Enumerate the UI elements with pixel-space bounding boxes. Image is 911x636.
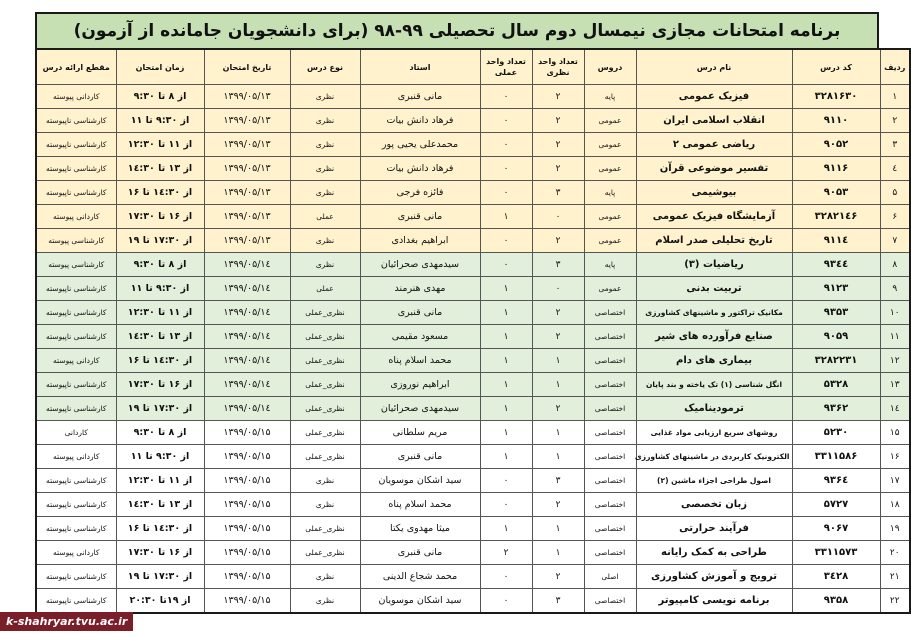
table-row [36, 253, 910, 277]
cell-course-group: اصلی [584, 565, 636, 589]
cell-course-type: نظری_عملی [290, 301, 360, 325]
cell-course-code: ۳۲۸۲۱٤۶ [792, 205, 880, 229]
cell-exam-date: ۱۳۹۹/۰۵/۱۵ [204, 469, 290, 493]
cell-exam-time: از ۱۶ تا ۱۷:۳۰ [116, 541, 204, 565]
cell-exam-date: ۱۳۹۹/۰۵/۱٤ [204, 277, 290, 301]
cell-theory-units: ۲ [532, 301, 584, 325]
cell-course-code: ۳٤۲۸ [792, 565, 880, 589]
cell-theory-units: ۲ [532, 157, 584, 181]
cell-course-type: نظری_عملی [290, 325, 360, 349]
cell-exam-date: ۱۳۹۹/۰۵/۱۳ [204, 229, 290, 253]
cell-course-name: انگل شناسی (۱) تک یاخته و بند پایان [636, 373, 792, 397]
cell-theory-units: ۳ [532, 181, 584, 205]
cell-course-code: ۹۰۵۳ [792, 181, 880, 205]
cell-theory-units: ۱ [532, 517, 584, 541]
cell-course-type: عملی [290, 277, 360, 301]
col-header-exam-date: تاریخ امتحان [204, 49, 290, 85]
cell-course-name: ترمودینامیک [636, 397, 792, 421]
cell-teacher: ابراهیم نوروزی [360, 373, 480, 397]
cell-course-name: ریاضی عمومی ۲ [636, 133, 792, 157]
cell-row-number: ۱۹ [880, 517, 910, 541]
cell-course-code: ۹۳۵۳ [792, 301, 880, 325]
cell-row-number: ۱۳ [880, 373, 910, 397]
cell-row-number: ۷ [880, 229, 910, 253]
cell-exam-date: ۱۳۹۹/۰۵/۱۵ [204, 421, 290, 445]
cell-degree-level: کارشناسی ناپیوسته [36, 373, 116, 397]
cell-exam-time: از ۱٤:۳۰ تا ۱۶ [116, 349, 204, 373]
cell-theory-units: ۲ [532, 85, 584, 109]
cell-row-number: ۲۰ [880, 541, 910, 565]
cell-practical-units: ۲ [480, 541, 532, 565]
cell-course-name: طراحی به کمک رایانه [636, 541, 792, 565]
cell-course-group: اختصاصی [584, 301, 636, 325]
cell-degree-level: کارشناسی ناپیوسته [36, 325, 116, 349]
cell-exam-date: ۱۳۹۹/۰۵/۱۳ [204, 109, 290, 133]
table-row [36, 157, 910, 181]
cell-course-code: ۹۳۶۲ [792, 397, 880, 421]
cell-degree-level: کارشناسی ناپیوسته [36, 565, 116, 589]
cell-teacher: فائزه فرجی [360, 181, 480, 205]
cell-exam-date: ۱۳۹۹/۰۵/۱٤ [204, 253, 290, 277]
cell-practical-units: ۱ [480, 373, 532, 397]
cell-teacher: سید اشکان موسویان [360, 589, 480, 614]
header-row [36, 49, 910, 85]
cell-teacher: مانی قنبری [360, 301, 480, 325]
cell-course-type: نظری [290, 157, 360, 181]
cell-exam-date: ۱۳۹۹/۰۵/۱۵ [204, 565, 290, 589]
exam-schedule-sheet [35, 12, 906, 614]
cell-practical-units: ۰ [480, 493, 532, 517]
cell-row-number: ۱۱ [880, 325, 910, 349]
cell-practical-units: ۱ [480, 205, 532, 229]
cell-exam-time: از ۱۷:۳۰ تا ۱۹ [116, 397, 204, 421]
cell-row-number: ۲ [880, 109, 910, 133]
cell-exam-date: ۱۳۹۹/۰۵/۱۵ [204, 589, 290, 614]
cell-practical-units: ۱ [480, 301, 532, 325]
cell-exam-time: از ۸ تا ۹:۳۰ [116, 85, 204, 109]
page-title: برنامه امتحانات مجازی نیمسال دوم سال تحصیلی ۹۹-۹۸ (برای دانشجویان جامانده از آزمون) [35, 12, 879, 48]
cell-practical-units: ۰ [480, 109, 532, 133]
col-header-degree-level: مقطع ارائه درس [36, 49, 116, 85]
cell-teacher: سیدمهدی صحرائیان [360, 253, 480, 277]
cell-course-code: ۳۳۱۱۵۷۳ [792, 541, 880, 565]
cell-course-group: اختصاصی [584, 445, 636, 469]
cell-practical-units: ۱ [480, 349, 532, 373]
cell-row-number: ۳ [880, 133, 910, 157]
cell-teacher: مریم سلطانی [360, 421, 480, 445]
cell-course-group: اختصاصی [584, 589, 636, 614]
cell-theory-units: ۲ [532, 493, 584, 517]
cell-course-code: ۵۳۲۸ [792, 373, 880, 397]
cell-practical-units: ۰ [480, 589, 532, 614]
cell-course-type: عملی [290, 205, 360, 229]
cell-exam-date: ۱۳۹۹/۰۵/۱۵ [204, 493, 290, 517]
cell-teacher: محمد اسلام پناه [360, 349, 480, 373]
cell-course-type: نظری [290, 229, 360, 253]
cell-theory-units: ۲ [532, 229, 584, 253]
cell-degree-level: کارشناسی پیوسته [36, 253, 116, 277]
cell-teacher: مانی قنبری [360, 85, 480, 109]
cell-practical-units: ۰ [480, 229, 532, 253]
col-header-theory-units: تعداد واحد نظری [532, 49, 584, 85]
cell-course-name: مکانیک تراکتور و ماشینهای کشاورزی [636, 301, 792, 325]
cell-course-type: نظری [290, 565, 360, 589]
cell-course-group: عمومی [584, 277, 636, 301]
cell-course-name: ترویج و آموزش کشاورزی [636, 565, 792, 589]
cell-row-number: ۱۷ [880, 469, 910, 493]
cell-course-type: نظری_عملی [290, 349, 360, 373]
cell-practical-units: ۱ [480, 397, 532, 421]
table-row [36, 181, 910, 205]
cell-theory-units: ۲ [532, 109, 584, 133]
cell-course-code: ۵۲۳۰ [792, 421, 880, 445]
cell-exam-time: از ۸ تا ۹:۳۰ [116, 253, 204, 277]
cell-course-name: اصول طراحی اجزاء ماشین (۲) [636, 469, 792, 493]
cell-practical-units: ۰ [480, 469, 532, 493]
cell-teacher: مسعود مقیمی [360, 325, 480, 349]
cell-row-number: ۱۲ [880, 349, 910, 373]
cell-course-type: نظری [290, 469, 360, 493]
col-header-course-type: نوع درس [290, 49, 360, 85]
cell-course-type: نظری [290, 493, 360, 517]
cell-course-code: ۳۳۱۱۵۸۶ [792, 445, 880, 469]
cell-row-number: ۱۵ [880, 421, 910, 445]
cell-degree-level: کارشناسی ناپیوسته [36, 469, 116, 493]
cell-exam-time: از ۱۱ تا ۱۲:۳۰ [116, 301, 204, 325]
cell-course-code: ۹۳۵۸ [792, 589, 880, 614]
cell-exam-time: از ۱۳ تا ۱٤:۳۰ [116, 157, 204, 181]
cell-course-type: نظری_عملی [290, 541, 360, 565]
cell-course-group: اختصاصی [584, 373, 636, 397]
cell-degree-level: کاردانی پیوسته [36, 349, 116, 373]
cell-theory-units: ۳ [532, 469, 584, 493]
cell-theory-units: ۲ [532, 325, 584, 349]
cell-course-name: صنایع فرآورده های شیر [636, 325, 792, 349]
cell-practical-units: ۱ [480, 277, 532, 301]
cell-exam-date: ۱۳۹۹/۰۵/۱٤ [204, 301, 290, 325]
cell-course-name: فیزیک عمومی [636, 85, 792, 109]
cell-teacher: محمدعلی یحیی پور [360, 133, 480, 157]
cell-theory-units: ۲ [532, 565, 584, 589]
cell-course-type: نظری [290, 181, 360, 205]
cell-course-group: پایه [584, 181, 636, 205]
cell-exam-date: ۱۳۹۹/۰۵/۱٤ [204, 373, 290, 397]
cell-exam-time: از ۱۱ تا ۱۲:۳۰ [116, 469, 204, 493]
cell-theory-units: ۳ [532, 253, 584, 277]
table-row [36, 373, 910, 397]
cell-row-number: ۱۰ [880, 301, 910, 325]
cell-course-code: ۹۰۶۷ [792, 517, 880, 541]
cell-teacher: مانی قنبری [360, 445, 480, 469]
cell-row-number: ۶ [880, 205, 910, 229]
table-row [36, 205, 910, 229]
table-row [36, 229, 910, 253]
site-watermark: k-shahryar.tvu.ac.ir [0, 612, 133, 631]
cell-practical-units: ۱ [480, 421, 532, 445]
cell-course-name: الکترونیک کاربردی در ماشینهای کشاورزی [636, 445, 792, 469]
cell-theory-units: ۳ [532, 589, 584, 614]
cell-course-group: اختصاصی [584, 325, 636, 349]
cell-degree-level: کارشناسی ناپیوسته [36, 397, 116, 421]
cell-course-name: انقلاب اسلامی ایران [636, 109, 792, 133]
cell-teacher: فرهاد دانش بیات [360, 109, 480, 133]
cell-practical-units: ۰ [480, 181, 532, 205]
cell-row-number: ۱۶ [880, 445, 910, 469]
table-row [36, 349, 910, 373]
cell-course-name: بیماری های دام [636, 349, 792, 373]
cell-exam-time: از ۱۷:۳۰ تا ۱۹ [116, 229, 204, 253]
cell-degree-level: کارشناسی پیوسته [36, 229, 116, 253]
cell-course-type: نظری_عملی [290, 397, 360, 421]
cell-theory-units: ۱ [532, 421, 584, 445]
cell-exam-time: از ۱۶ تا ۱۷:۳۰ [116, 205, 204, 229]
cell-course-type: نظری_عملی [290, 421, 360, 445]
cell-course-group: اختصاصی [584, 397, 636, 421]
cell-exam-time: از ۱۳ تا ۱٤:۳۰ [116, 493, 204, 517]
cell-course-name: ریاضیات (۳) [636, 253, 792, 277]
table-row [36, 397, 910, 421]
cell-row-number: ۵ [880, 181, 910, 205]
cell-practical-units: ۰ [480, 85, 532, 109]
cell-row-number: ۸ [880, 253, 910, 277]
cell-course-group: پایه [584, 85, 636, 109]
cell-course-group: اختصاصی [584, 517, 636, 541]
cell-course-group: عمومی [584, 109, 636, 133]
col-header-exam-time: زمان امتحان [116, 49, 204, 85]
cell-theory-units: ۰ [532, 277, 584, 301]
cell-course-type: نظری_عملی [290, 517, 360, 541]
cell-teacher: مانی قنبری [360, 205, 480, 229]
cell-course-group: عمومی [584, 157, 636, 181]
cell-degree-level: کارشناسی ناپیوسته [36, 301, 116, 325]
cell-course-type: نظری [290, 589, 360, 614]
cell-row-number: ٤ [880, 157, 910, 181]
cell-teacher: محمد اسلام پناه [360, 493, 480, 517]
cell-course-code: ۹۱۲۳ [792, 277, 880, 301]
cell-course-code: ۹۳۶٤ [792, 469, 880, 493]
cell-exam-time: از ۹:۳۰ تا ۱۱ [116, 277, 204, 301]
table-row [36, 301, 910, 325]
cell-theory-units: ۱ [532, 541, 584, 565]
cell-theory-units: ۱ [532, 373, 584, 397]
cell-exam-time: از ۸ تا ۹:۳۰ [116, 421, 204, 445]
exam-table [35, 48, 911, 614]
cell-practical-units: ۰ [480, 157, 532, 181]
cell-course-code: ۵۷۲۷ [792, 493, 880, 517]
cell-course-group: اختصاصی [584, 421, 636, 445]
cell-theory-units: ۲ [532, 397, 584, 421]
table-row [36, 325, 910, 349]
cell-course-code: ۹۳٤٤ [792, 253, 880, 277]
cell-exam-date: ۱۳۹۹/۰۵/۱۳ [204, 205, 290, 229]
cell-degree-level: کاردانی پیوسته [36, 85, 116, 109]
cell-course-name: بیوشیمی [636, 181, 792, 205]
table-row [36, 517, 910, 541]
cell-course-group: اختصاصی [584, 349, 636, 373]
cell-teacher: فرهاد دانش بیات [360, 157, 480, 181]
cell-row-number: ۲۱ [880, 565, 910, 589]
cell-theory-units: ۲ [532, 133, 584, 157]
exam-table-body [36, 85, 910, 614]
cell-course-group: عمومی [584, 133, 636, 157]
cell-exam-date: ۱۳۹۹/۰۵/۱۳ [204, 157, 290, 181]
cell-row-number: ۱٤ [880, 397, 910, 421]
cell-theory-units: ۱ [532, 445, 584, 469]
cell-degree-level: کارشناسی ناپیوسته [36, 109, 116, 133]
col-header-course-group: دروس [584, 49, 636, 85]
table-row [36, 109, 910, 133]
table-row [36, 589, 910, 614]
table-row [36, 565, 910, 589]
cell-practical-units: ۰ [480, 565, 532, 589]
cell-course-type: نظری [290, 109, 360, 133]
cell-course-name: برنامه نویسی کامپیوتر [636, 589, 792, 614]
cell-exam-date: ۱۳۹۹/۰۵/۱٤ [204, 397, 290, 421]
cell-exam-date: ۱۳۹۹/۰۵/۱۵ [204, 541, 290, 565]
cell-exam-time: از ۱۷:۳۰ تا ۱۹ [116, 565, 204, 589]
table-row [36, 133, 910, 157]
cell-course-name: روشهای سریع ارزیابی مواد غذایی [636, 421, 792, 445]
table-row [36, 469, 910, 493]
cell-course-group: عمومی [584, 205, 636, 229]
col-header-course-code: کد درس [792, 49, 880, 85]
cell-degree-level: کارشناسی ناپیوسته [36, 157, 116, 181]
cell-row-number: ۱ [880, 85, 910, 109]
cell-course-group: اختصاصی [584, 493, 636, 517]
cell-exam-date: ۱۳۹۹/۰۵/۱۳ [204, 85, 290, 109]
cell-exam-time: از ۱۹تا ۲۰:۳۰ [116, 589, 204, 614]
cell-exam-time: از ۱۱ تا ۱۲:۳۰ [116, 133, 204, 157]
cell-course-code: ۳۲۸۱۶۳۰ [792, 85, 880, 109]
cell-row-number: ۹ [880, 277, 910, 301]
cell-practical-units: ۱ [480, 325, 532, 349]
cell-course-group: پایه [584, 253, 636, 277]
cell-practical-units: ۰ [480, 133, 532, 157]
cell-exam-date: ۱۳۹۹/۰۵/۱۳ [204, 181, 290, 205]
cell-row-number: ۲۲ [880, 589, 910, 614]
col-header-teacher: استاد [360, 49, 480, 85]
col-header-practical-units: تعداد واحد عملی [480, 49, 532, 85]
cell-course-code: ۹۰۵۹ [792, 325, 880, 349]
col-header-row-no: ردیف [880, 49, 910, 85]
cell-course-name: آزمایشگاه فیزیک عمومی [636, 205, 792, 229]
cell-theory-units: ۱ [532, 349, 584, 373]
cell-degree-level: کاردانی [36, 421, 116, 445]
cell-course-code: ۹۱۱٤ [792, 229, 880, 253]
table-row [36, 541, 910, 565]
cell-teacher: سید اشکان موسویان [360, 469, 480, 493]
cell-degree-level: کارشناسی ناپیوسته [36, 133, 116, 157]
cell-degree-level: کارشناسی ناپیوسته [36, 181, 116, 205]
cell-course-code: ۹۰۵۲ [792, 133, 880, 157]
cell-degree-level: کارشناسی ناپیوسته [36, 589, 116, 614]
cell-degree-level: کاردانی پیوسته [36, 445, 116, 469]
cell-degree-level: کاردانی پیوسته [36, 541, 116, 565]
table-row [36, 445, 910, 469]
cell-exam-time: از ۱٤:۳۰ تا ۱۶ [116, 181, 204, 205]
cell-teacher: سیدمهدی صحرائیان [360, 397, 480, 421]
cell-teacher: مانی قنبری [360, 541, 480, 565]
cell-course-name: تاریخ تحلیلی صدر اسلام [636, 229, 792, 253]
cell-teacher: ابراهیم بغدادی [360, 229, 480, 253]
cell-course-code: ۹۱۱۰ [792, 109, 880, 133]
cell-exam-date: ۱۳۹۹/۰۵/۱۵ [204, 445, 290, 469]
cell-exam-date: ۱۳۹۹/۰۵/۱٤ [204, 325, 290, 349]
cell-course-group: اختصاصی [584, 469, 636, 493]
cell-exam-date: ۱۳۹۹/۰۵/۱۳ [204, 133, 290, 157]
cell-course-type: نظری_عملی [290, 373, 360, 397]
cell-exam-time: از ۱٤:۳۰ تا ۱۶ [116, 517, 204, 541]
cell-course-name: زبان تخصصی [636, 493, 792, 517]
cell-exam-date: ۱۳۹۹/۰۵/۱۵ [204, 517, 290, 541]
cell-row-number: ۱۸ [880, 493, 910, 517]
cell-exam-time: از ۹:۳۰ تا ۱۱ [116, 445, 204, 469]
cell-practical-units: ۰ [480, 253, 532, 277]
cell-course-name: تفسیر موضوعی قرآن [636, 157, 792, 181]
cell-course-code: ۹۱۱۶ [792, 157, 880, 181]
cell-exam-time: از ۱۶ تا ۱۷:۳۰ [116, 373, 204, 397]
cell-exam-date: ۱۳۹۹/۰۵/۱٤ [204, 349, 290, 373]
cell-degree-level: کاردانی پیوسته [36, 205, 116, 229]
cell-exam-time: از ۹:۳۰ تا ۱۱ [116, 109, 204, 133]
table-row [36, 493, 910, 517]
cell-theory-units: ۰ [532, 205, 584, 229]
cell-course-type: نظری [290, 253, 360, 277]
cell-course-group: عمومی [584, 229, 636, 253]
cell-course-type: نظری [290, 133, 360, 157]
cell-teacher: میثا مهدوی یکتا [360, 517, 480, 541]
table-row [36, 85, 910, 109]
cell-teacher: مهدی هنرمند [360, 277, 480, 301]
table-row [36, 421, 910, 445]
cell-degree-level: کارشناسی ناپیوسته [36, 277, 116, 301]
cell-course-name: تربیت بدنی [636, 277, 792, 301]
cell-course-name: فرآیند حرارتی [636, 517, 792, 541]
cell-teacher: محمد شجاع الدینی [360, 565, 480, 589]
cell-course-group: اختصاصی [584, 541, 636, 565]
cell-exam-time: از ۱۳ تا ۱٤:۳۰ [116, 325, 204, 349]
cell-course-type: نظری [290, 85, 360, 109]
col-header-course-name: نام درس [636, 49, 792, 85]
cell-practical-units: ۱ [480, 445, 532, 469]
table-row [36, 277, 910, 301]
cell-degree-level: کارشناسی ناپیوسته [36, 493, 116, 517]
cell-course-code: ۳۲۸۲۲۳۱ [792, 349, 880, 373]
cell-course-type: نظری_عملی [290, 445, 360, 469]
cell-practical-units: ۱ [480, 517, 532, 541]
cell-degree-level: کارشناسی ناپیوسته [36, 517, 116, 541]
